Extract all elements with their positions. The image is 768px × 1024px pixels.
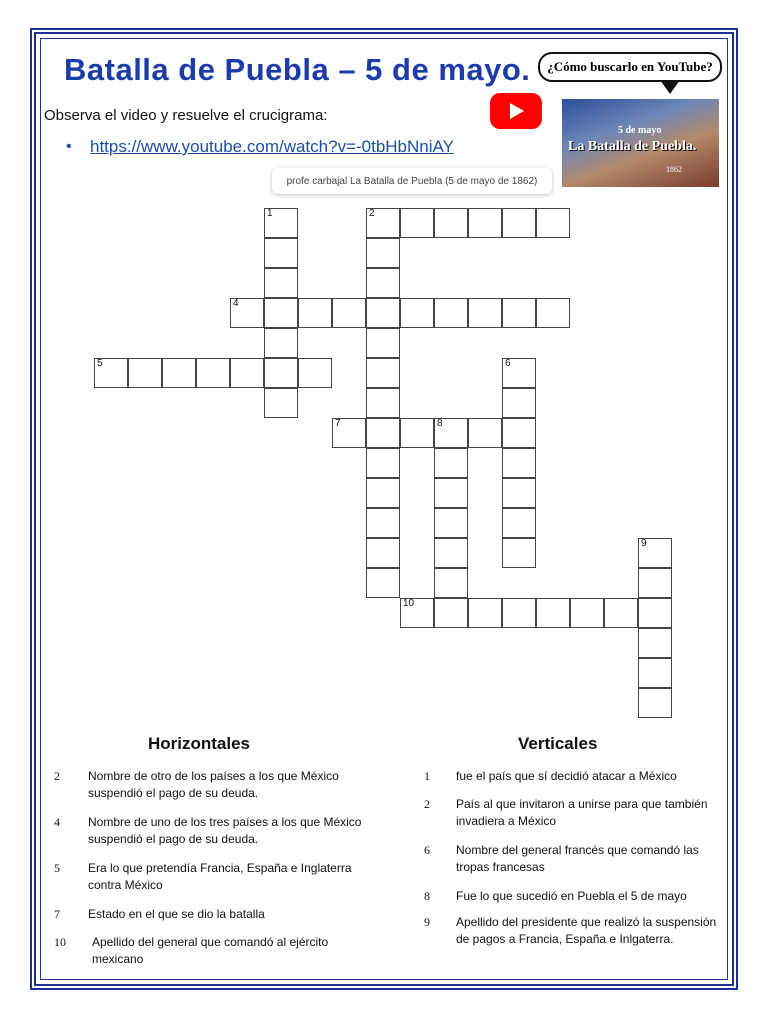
crossword-cell[interactable] (264, 298, 298, 328)
crossword-cell[interactable] (366, 538, 400, 568)
crossword-cell[interactable] (366, 358, 400, 388)
crossword-cell[interactable] (298, 298, 332, 328)
crossword-cell[interactable] (502, 448, 536, 478)
thumbnail-year: 1862 (666, 165, 682, 174)
crossword-cell[interactable] (366, 328, 400, 358)
search-caption: profe carbajal La Batalla de Puebla (5 de mayo de 1862) (272, 168, 552, 194)
crossword-cell[interactable] (502, 598, 536, 628)
thumbnail-title: La Batalla de Puebla. (568, 139, 697, 154)
speech-bubble: ¿Cómo buscarlo en YouTube? (538, 52, 722, 82)
crossword-cell[interactable] (434, 478, 468, 508)
clue-vertical-8: 8 Fue lo que sucedió en Puebla el 5 de mayo (424, 889, 687, 903)
cell-number: 8 (437, 418, 443, 429)
video-link[interactable]: https://www.youtube.com/watch?v=-0tbHbNniAY (90, 137, 454, 156)
crossword-cell[interactable] (366, 508, 400, 538)
clue-horizontal-7: 7 Estado en el que se dio la batalla (54, 907, 265, 921)
cell-number: 10 (403, 598, 415, 609)
crossword-cell[interactable] (536, 598, 570, 628)
crossword-cell[interactable] (434, 418, 468, 448)
crossword-cell[interactable] (638, 598, 672, 628)
crossword-cell[interactable] (94, 358, 128, 388)
crossword-cell[interactable] (638, 538, 672, 568)
crossword-cell[interactable] (366, 388, 400, 418)
clue-vertical-9: 9 Apellido del presidente que realizó la suspensión de pagos a Francia, España e Inlgaterra. (424, 915, 717, 946)
verticales-heading: Verticales (518, 734, 598, 753)
crossword-cell[interactable] (468, 298, 502, 328)
crossword-cell[interactable] (434, 448, 468, 478)
crossword-cell[interactable] (434, 208, 468, 238)
cell-number: 1 (267, 208, 273, 219)
crossword-cell[interactable] (638, 688, 672, 718)
crossword-cell[interactable] (366, 568, 400, 598)
thumbnail-date: 5 de mayo (618, 125, 662, 136)
cell-number: 6 (505, 358, 511, 369)
crossword-cell[interactable] (434, 508, 468, 538)
crossword-cell[interactable] (366, 448, 400, 478)
crossword-cell[interactable] (468, 598, 502, 628)
crossword-cell[interactable] (536, 208, 570, 238)
horizontales-heading: Horizontales (148, 734, 251, 753)
clue-horizontal-5: 5 Era lo que pretendía Francia, España e Inglaterra contra México (54, 861, 352, 892)
clue-vertical-6: 6 Nombre del general francés que comandó las tropas francesas (424, 843, 699, 874)
crossword-cell[interactable] (638, 628, 672, 658)
instruction-text: Observa el video y resuelve el crucigrama: (44, 107, 328, 124)
crossword-cell[interactable] (604, 598, 638, 628)
cell-number: 5 (97, 358, 103, 369)
crossword-cell[interactable] (332, 418, 366, 448)
clue-horizontal-4: 4 Nombre de uno de los tres países a los que México suspendió el pago de su deuda. (54, 815, 362, 846)
crossword-cell[interactable] (400, 598, 434, 628)
crossword-cell[interactable] (536, 298, 570, 328)
crossword-cell[interactable] (196, 358, 230, 388)
crossword-cell[interactable] (502, 418, 536, 448)
crossword-cell[interactable] (366, 208, 400, 238)
bullet-icon: • (66, 138, 72, 155)
clue-horizontal-2: 2 Nombre de otro de los países a los que México suspendió el pago de su deuda. (54, 769, 339, 800)
crossword-cell[interactable] (264, 358, 298, 388)
crossword-cell[interactable] (502, 538, 536, 568)
clue-vertical-1: 1 fue el país que sí decidió atacar a México (424, 769, 677, 783)
crossword-cell[interactable] (434, 598, 468, 628)
crossword-cell[interactable] (230, 298, 264, 328)
crossword-cell[interactable] (264, 268, 298, 298)
crossword-cell[interactable] (366, 478, 400, 508)
cell-number: 2 (369, 208, 375, 219)
crossword-cell[interactable] (264, 238, 298, 268)
cell-number: 7 (335, 418, 341, 429)
crossword-cell[interactable] (400, 298, 434, 328)
crossword-cell[interactable] (638, 568, 672, 598)
crossword-cell[interactable] (502, 358, 536, 388)
crossword-cell[interactable] (400, 418, 434, 448)
clue-horizontal-10: 10 Apellido del general que comandó al ejército mexicano (54, 935, 329, 966)
crossword-cell[interactable] (366, 418, 400, 448)
crossword-cell[interactable] (366, 268, 400, 298)
crossword-cell[interactable] (502, 208, 536, 238)
crossword-cell[interactable] (264, 328, 298, 358)
crossword-cell[interactable] (332, 298, 366, 328)
crossword-cell[interactable] (502, 388, 536, 418)
crossword-cell[interactable] (264, 208, 298, 238)
crossword-cell[interactable] (434, 538, 468, 568)
worksheet-title: Batalla de Puebla – 5 de mayo. (64, 52, 531, 87)
crossword-cell[interactable] (264, 388, 298, 418)
crossword-cell[interactable] (162, 358, 196, 388)
crossword-cell[interactable] (366, 298, 400, 328)
crossword-cell[interactable] (434, 298, 468, 328)
crossword-cell[interactable] (502, 478, 536, 508)
crossword-cell[interactable] (434, 568, 468, 598)
crossword-cell[interactable] (638, 658, 672, 688)
crossword-cell[interactable] (468, 418, 502, 448)
crossword-cell[interactable] (128, 358, 162, 388)
crossword-cell[interactable] (230, 358, 264, 388)
cell-number: 4 (233, 298, 239, 309)
crossword-cell[interactable] (366, 238, 400, 268)
crossword-cell[interactable] (298, 358, 332, 388)
crossword-cell[interactable] (468, 208, 502, 238)
crossword-cell[interactable] (400, 208, 434, 238)
crossword-cell[interactable] (502, 508, 536, 538)
clue-vertical-2: 2 País al que invitaron a unirse para que también invadiera a México (424, 797, 708, 828)
cell-number: 9 (641, 538, 647, 549)
crossword-cell[interactable] (502, 298, 536, 328)
crossword-cell[interactable] (570, 598, 604, 628)
